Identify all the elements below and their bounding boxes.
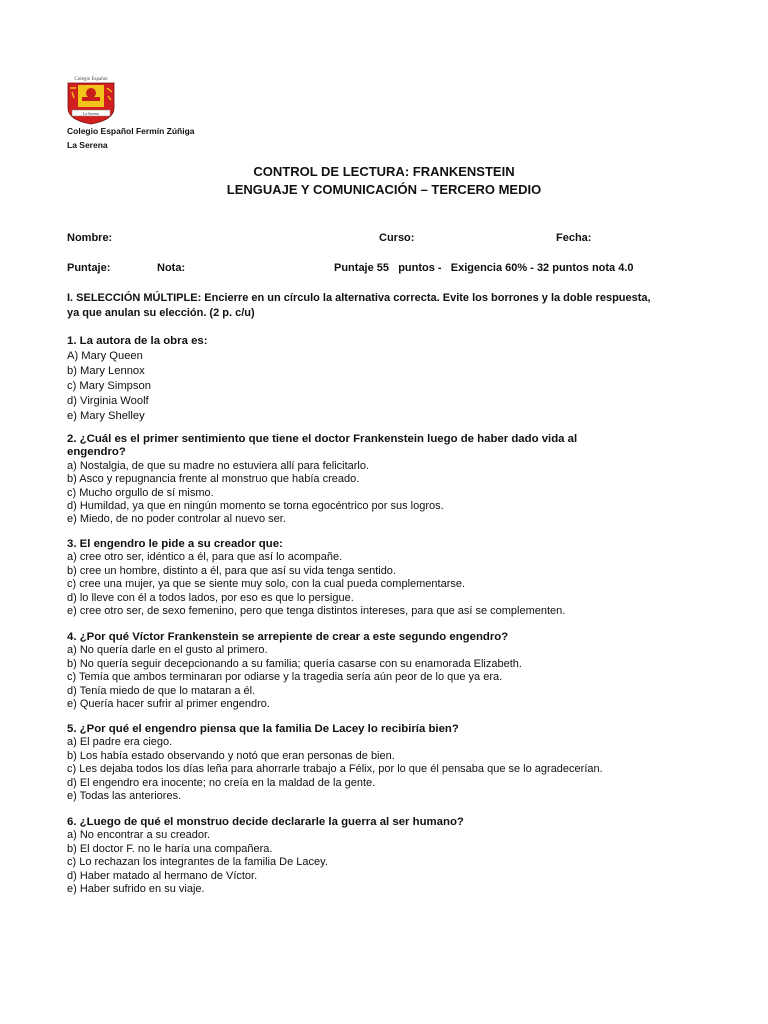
option-c[interactable]: c) Temía que ambos terminaran por odiarse y la tragedia sería aún peor de lo que ya era. (67, 671, 503, 684)
option-e[interactable]: e) Miedo, de no poder controlar al nuevo ser. (67, 513, 286, 526)
option-b[interactable]: b) Asco y repugnancia frente al monstruo que había creado. (67, 473, 360, 486)
question-text-cont: engendro? (67, 446, 126, 459)
option-c[interactable]: c) Lo rechazan los integrantes de la familia De Lacey. (67, 856, 328, 869)
option-d[interactable]: d) Tenía miedo de que lo mataran a él. (67, 684, 256, 697)
option-c[interactable]: c) cree una mujer, ya que se siente muy solo, con la cual pueda complementarse. (67, 578, 466, 591)
school-city: La Serena (67, 140, 108, 150)
option-e[interactable]: e) cree otro ser, de sexo femenino, pero que tenga distintos intereses, para que así se complementen. (67, 605, 566, 618)
question-text: 1. La autora de la obra es: (67, 335, 208, 347)
option-b[interactable]: b) Los había estado observando y notó que eran personas de bien. (67, 749, 395, 762)
option-d[interactable]: d) Virginia Woolf (67, 395, 149, 407)
score-info: Puntaje 55 puntos - Exigencia 60% - 32 puntos nota 4.0 (334, 262, 634, 274)
document-title: CONTROL DE LECTURA: FRANKENSTEIN (253, 164, 515, 179)
option-a[interactable]: A) Mary Queen (67, 350, 143, 362)
logo-caption-top: Colegio Español (74, 77, 108, 82)
question-text: 6. ¿Luego de qué el monstruo decide declararle la guerra al ser humano? (67, 816, 464, 828)
option-a[interactable]: a) No quería darle en el gusto al primero. (67, 644, 268, 657)
field-nota: Nota: (157, 262, 186, 274)
question-text: 3. El engendro le pide a su creador que: (67, 538, 283, 550)
field-fecha: Fecha: (556, 232, 592, 244)
question-5 (67, 723, 707, 803)
field-puntaje: Puntaje: (67, 262, 111, 274)
question-3 (67, 538, 707, 618)
document-subtitle: LENGUAJE Y COMUNICACIÓN – TERCERO MEDIO (226, 182, 542, 197)
option-c[interactable]: c) Les dejaba todos los días leña para ahorrarle trabajo a Félix, por lo que él pensaba que se lo agradecerían. (67, 763, 603, 776)
option-b[interactable]: b) El doctor F. no le haría una compañera. (67, 842, 273, 855)
option-d[interactable]: d) El engendro era inocente; no creía en la maldad de la gente. (67, 776, 376, 789)
question-text: 4. ¿Por qué Víctor Frankenstein se arrepiente de crear a este segundo engendro? (67, 631, 509, 643)
option-c[interactable]: c) Mary Simpson (67, 380, 151, 392)
field-curso: Curso: (379, 232, 415, 244)
option-a[interactable]: a) Nostalgia, de que su madre no estuviera allí para felicitarlo. (67, 459, 370, 472)
question-text: 5. ¿Por qué el engendro piensa que la familia De Lacey lo recibiría bien? (67, 723, 459, 735)
section-text: Encierre en un círculo la alternativa correcta. Evite los borrones y la doble respuesta, (201, 292, 651, 304)
option-a[interactable]: a) cree otro ser, idéntico a él, para que así lo acompañe. (67, 551, 343, 564)
option-b[interactable]: b) No quería seguir decepcionando a su familia; quería casarse con su enamorada Elizabeth. (67, 657, 522, 670)
logo-caption-bottom: La Serena (82, 111, 100, 116)
question-2 (67, 433, 707, 527)
section-text-2: ya que anulan su elección. (2 p. c/u) (67, 306, 255, 319)
option-e[interactable]: e) Todas las anteriores. (67, 790, 182, 803)
option-d[interactable]: d) lo lleve con él a todos lados, por eso es que lo persigue. (67, 591, 354, 604)
option-c[interactable]: c) Mucho orgullo de sí mismo. (67, 486, 214, 499)
question-text: 2. ¿Cuál es el primer sentimiento que tiene el doctor Frankenstein luego de haber dado vida al (67, 433, 578, 445)
field-nombre: Nombre: (67, 232, 113, 244)
option-e[interactable]: e) Quería hacer sufrir al primer engendro. (67, 698, 270, 711)
section-label: I. SELECCIÓN MÚLTIPLE: (67, 292, 202, 304)
option-d[interactable]: d) Haber matado al hermano de Víctor. (67, 869, 258, 882)
section-instructions (67, 291, 717, 320)
option-d[interactable]: d) Humildad, ya que en ningún momento se torna egocéntrico por sus logros. (67, 500, 444, 513)
option-b[interactable]: b) Mary Lennox (67, 365, 145, 377)
option-e[interactable]: e) Haber sufrido en su viaje. (67, 883, 205, 896)
option-a[interactable]: a) No encontrar a su creador. (67, 829, 211, 842)
option-e[interactable]: e) Mary Shelley (67, 410, 145, 422)
question-6 (67, 816, 707, 896)
school-name: Colegio Español Fermín Zúñiga (67, 126, 195, 136)
question-4 (67, 631, 707, 711)
question-1 (67, 334, 707, 424)
option-a[interactable]: a) El padre era ciego. (67, 736, 173, 749)
option-b[interactable]: b) cree un hombre, distinto a él, para que así su vida tenga sentido. (67, 564, 396, 577)
school-logo (62, 74, 120, 126)
